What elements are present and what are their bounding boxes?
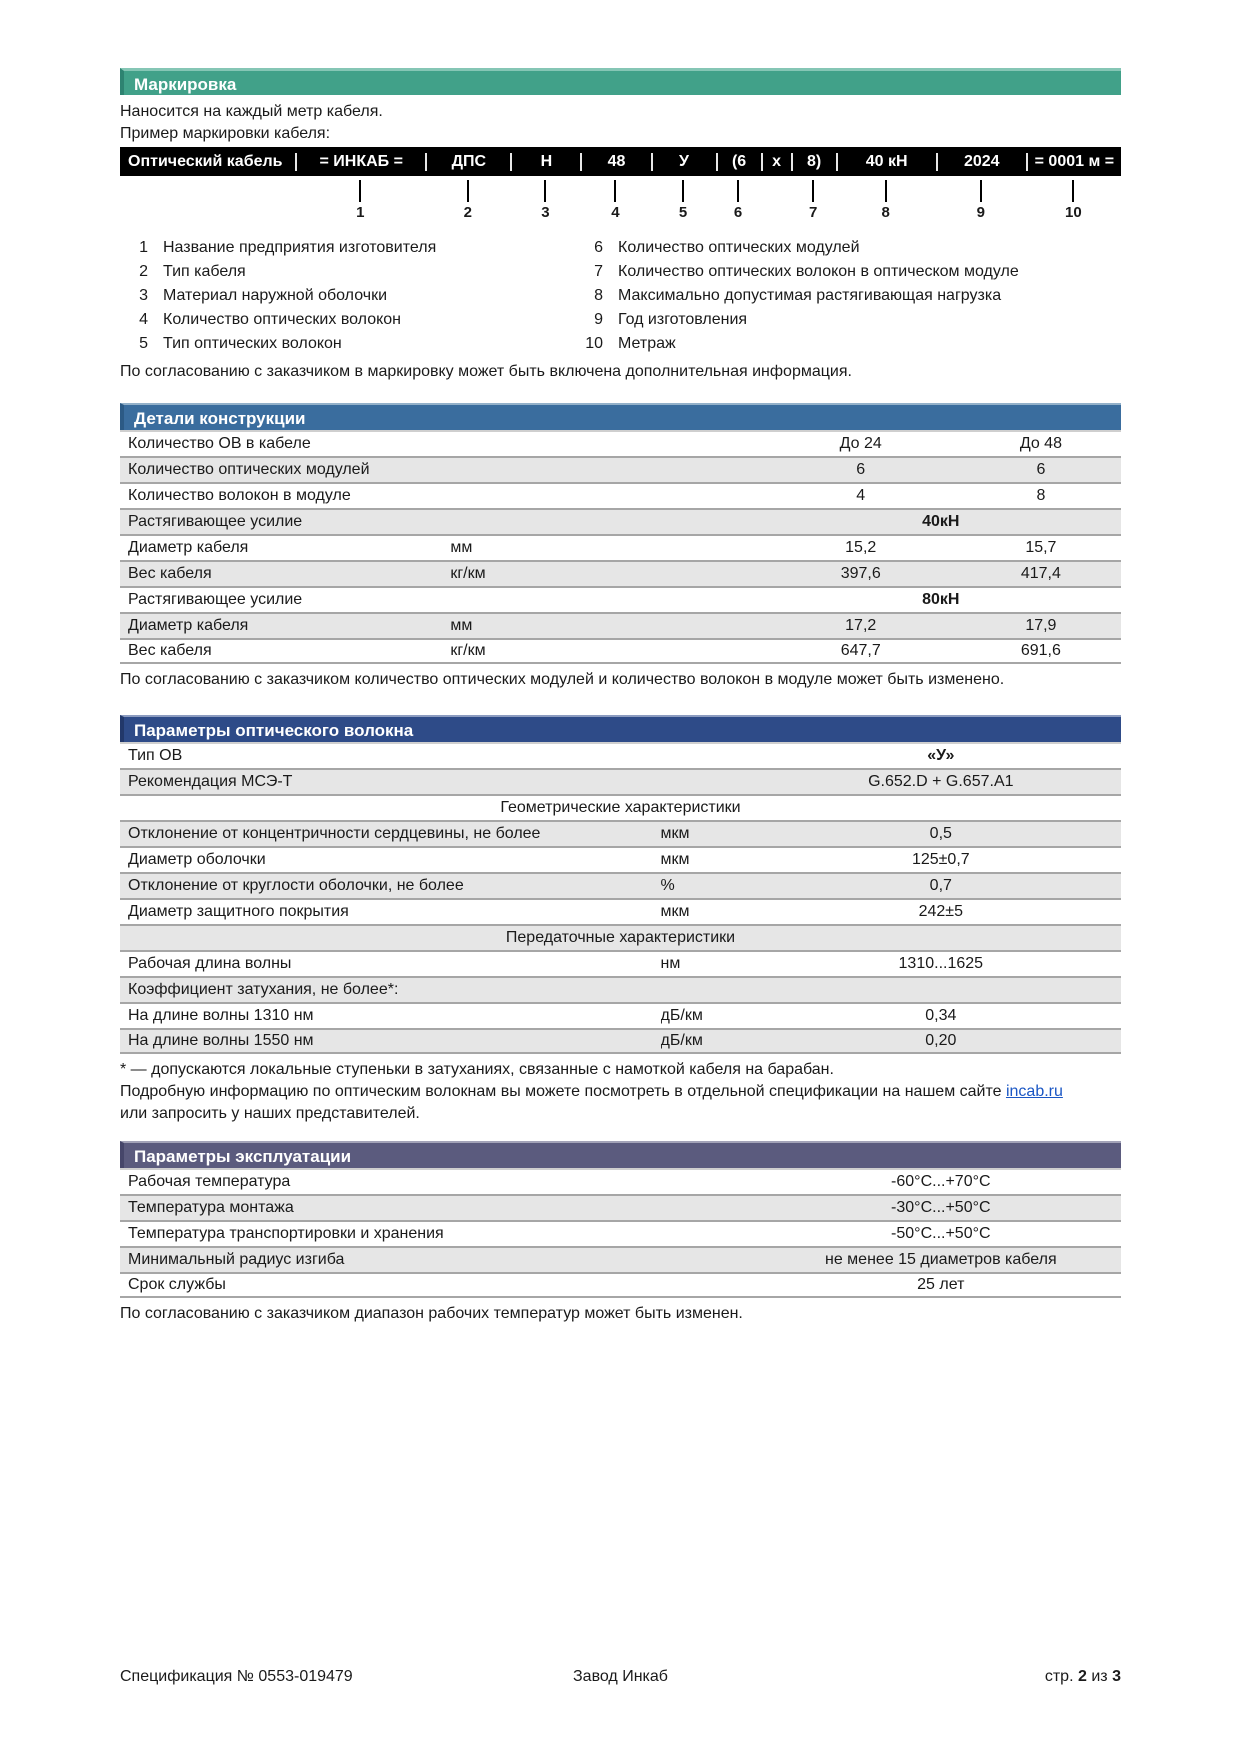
table-row bbox=[120, 1168, 1121, 1194]
tick-mark bbox=[614, 180, 616, 202]
legend-label: Количество оптических модулей bbox=[618, 239, 860, 256]
table-row bbox=[120, 1220, 1121, 1246]
operation-note: По согласованию с заказчиком диапазон рабочих температур может быть изменен. bbox=[120, 1305, 743, 1322]
marking-cell: У bbox=[651, 153, 716, 171]
sub-section-title: Геометрические характеристики bbox=[500, 799, 741, 816]
legend-item bbox=[120, 308, 575, 332]
fiber-table bbox=[120, 742, 1121, 1054]
marking-number: 7 bbox=[808, 204, 818, 221]
legend-item bbox=[120, 260, 575, 284]
row-label: Растягивающее усилие bbox=[128, 591, 303, 608]
row-label: Отклонение от круглости оболочки, не более bbox=[128, 877, 464, 894]
marking-cell: Оптический кабель bbox=[128, 152, 283, 170]
legend-item bbox=[120, 236, 575, 260]
row-value-2: 15,7 bbox=[1025, 539, 1057, 556]
legend-label: Название предприятия изготовителя bbox=[163, 239, 437, 256]
row-value: 0,34 bbox=[925, 1007, 957, 1024]
row-value: 0,5 bbox=[929, 825, 952, 842]
legend-label: Метраж bbox=[618, 335, 676, 352]
row-value-1: 17,2 bbox=[845, 617, 877, 634]
table-row bbox=[120, 898, 1121, 924]
row-value: 0,20 bbox=[925, 1032, 957, 1049]
marking-cell: ДПС bbox=[425, 153, 510, 171]
legend-label: Максимально допустимая растягивающая нагрузка bbox=[618, 287, 1002, 304]
legend-item bbox=[120, 332, 575, 356]
row-value-1: 15,2 bbox=[845, 539, 877, 556]
row-unit: нм bbox=[660, 955, 681, 972]
table-row bbox=[120, 456, 1121, 482]
marking-tick-cell bbox=[1026, 180, 1121, 202]
row-value-1: 4 bbox=[856, 487, 866, 504]
legend-number: 10 bbox=[585, 335, 603, 352]
marking-tick-cell bbox=[836, 180, 936, 202]
marking-number: 6 bbox=[733, 204, 743, 221]
table-row bbox=[120, 846, 1121, 872]
marking-number: 2 bbox=[463, 204, 472, 221]
marking-number: 9 bbox=[976, 204, 985, 221]
table-row bbox=[120, 612, 1121, 638]
section-header-fiber: Параметры оптического волокна bbox=[120, 715, 1121, 742]
table-row bbox=[120, 1272, 1121, 1298]
marking-tick-cell bbox=[651, 180, 716, 202]
tick-mark bbox=[359, 180, 361, 202]
marking-cell: 40 кН bbox=[836, 153, 936, 171]
marking-line2: Пример маркировки кабеля: bbox=[120, 125, 331, 142]
row-value-2: 8 bbox=[1036, 487, 1046, 504]
row-label: На длине волны 1310 нм bbox=[128, 1007, 314, 1024]
row-value-1: 6 bbox=[856, 461, 866, 478]
row-label: Растягивающее усилие bbox=[128, 513, 303, 530]
row-label: Количество оптических модулей bbox=[128, 461, 370, 478]
footer-page-number: 2 bbox=[1077, 1668, 1087, 1685]
tick-mark bbox=[812, 180, 814, 202]
row-label: Рекомендация МСЭ-Т bbox=[128, 773, 293, 790]
legend-label: Тип оптических волокон bbox=[163, 335, 342, 352]
table-row bbox=[120, 586, 1121, 612]
row-label: На длине волны 1550 нм bbox=[128, 1032, 314, 1049]
marking-legend bbox=[120, 236, 1121, 356]
marking-cell: Н bbox=[510, 153, 580, 171]
table-row bbox=[120, 430, 1121, 456]
row-label: Минимальный радиус изгиба bbox=[128, 1251, 345, 1268]
legend-number: 7 bbox=[594, 263, 603, 280]
row-unit: мкм bbox=[660, 851, 690, 868]
row-value: -50°С...+50°С bbox=[891, 1225, 991, 1242]
row-unit: мкм bbox=[660, 825, 690, 842]
row-value-1: До 24 bbox=[839, 435, 882, 452]
section-header-marking: Маркировка bbox=[120, 68, 1121, 95]
marking-number: 3 bbox=[541, 204, 550, 221]
row-unit: мм bbox=[450, 617, 473, 634]
legend-number: 8 bbox=[594, 287, 603, 304]
row-value: 125±0,7 bbox=[911, 851, 970, 868]
table-row bbox=[120, 742, 1121, 768]
row-label: Тип ОВ bbox=[128, 747, 183, 764]
legend-number: 2 bbox=[139, 263, 148, 280]
legend-number: 1 bbox=[139, 239, 148, 256]
table-row bbox=[120, 482, 1121, 508]
marking-example-bar bbox=[120, 147, 1121, 176]
footer-factory-name: Завод Инкаб bbox=[573, 1668, 668, 1685]
tick-mark bbox=[1072, 180, 1074, 202]
row-value: -30°С...+50°С bbox=[891, 1199, 991, 1216]
table-row bbox=[120, 638, 1121, 664]
table-row bbox=[120, 924, 1121, 950]
marking-number bbox=[761, 204, 791, 224]
marking-tick-cell bbox=[580, 180, 650, 202]
section-header-construction: Детали конструкции bbox=[120, 403, 1121, 430]
marking-cell: 48 bbox=[580, 153, 650, 171]
marking-cell: х bbox=[761, 153, 791, 171]
marking-number: 5 bbox=[678, 204, 688, 221]
footer-spec-number: Спецификация № 0553-019479 bbox=[120, 1668, 353, 1685]
row-value: не менее 15 диаметров кабеля bbox=[825, 1251, 1057, 1268]
row-value-2: 417,4 bbox=[1020, 565, 1061, 582]
legend-item bbox=[575, 308, 1121, 332]
row-label: Срок службы bbox=[128, 1276, 226, 1293]
section-header-operation: Параметры эксплуатации bbox=[120, 1141, 1121, 1168]
tick-mark bbox=[544, 180, 546, 202]
legend-number: 6 bbox=[594, 239, 603, 256]
tick-mark bbox=[885, 180, 887, 202]
row-value: 242±5 bbox=[918, 903, 963, 920]
marking-number bbox=[120, 204, 295, 224]
marking-cell: 2024 bbox=[936, 153, 1026, 171]
marking-legend-right bbox=[575, 236, 1121, 356]
row-label: Отклонение от концентричности сердцевины, не более bbox=[128, 825, 541, 842]
row-value: 1310...1625 bbox=[898, 955, 984, 972]
legend-number: 3 bbox=[139, 287, 148, 304]
row-value: G.652.D + G.657.A1 bbox=[868, 773, 1014, 790]
marking-cell: = ИНКАБ = bbox=[295, 153, 425, 171]
row-span-value: 80кН bbox=[922, 591, 960, 608]
row-unit: мкм bbox=[660, 903, 690, 920]
row-value-2: 691,6 bbox=[1020, 642, 1061, 659]
row-value-1: 647,7 bbox=[840, 642, 881, 659]
marking-line1: Наносится на каждый метр кабеля. bbox=[120, 103, 383, 120]
legend-label: Тип кабеля bbox=[163, 263, 246, 280]
row-value: 0,7 bbox=[929, 877, 952, 894]
marking-tick-cell bbox=[716, 180, 761, 202]
marking-number: 1 bbox=[356, 204, 365, 221]
table-row bbox=[120, 794, 1121, 820]
marking-cell: (6 bbox=[716, 153, 761, 171]
marking-number-row bbox=[120, 204, 1121, 224]
tick-mark bbox=[682, 180, 684, 202]
marking-legend-left bbox=[120, 236, 575, 356]
marking-tick-cell bbox=[425, 180, 510, 202]
table-row bbox=[120, 976, 1121, 1002]
legend-number: 5 bbox=[139, 335, 148, 352]
row-label: Рабочая температура bbox=[128, 1173, 291, 1190]
table-row bbox=[120, 1002, 1121, 1028]
row-unit: кг/км bbox=[450, 642, 486, 659]
marking-number: 4 bbox=[611, 204, 620, 221]
legend-item bbox=[575, 284, 1121, 308]
legend-number: 4 bbox=[139, 311, 148, 328]
marking-tick-cell bbox=[510, 180, 580, 202]
table-row bbox=[120, 950, 1121, 976]
row-label: Рабочая длина волны bbox=[128, 955, 292, 972]
marking-number: 8 bbox=[881, 204, 890, 221]
row-value-1: 397,6 bbox=[840, 565, 881, 582]
table-row bbox=[120, 768, 1121, 794]
fiber-info-line2: или запросить у наших представителей. bbox=[120, 1105, 420, 1122]
row-unit: дБ/км bbox=[660, 1032, 703, 1049]
row-label: Диаметр оболочки bbox=[128, 851, 266, 868]
legend-label: Количество оптических волокон в оптическом модуле bbox=[618, 263, 1019, 280]
fiber-info-line bbox=[120, 1081, 1121, 1103]
row-label: Диаметр защитного покрытия bbox=[128, 903, 349, 920]
footer-page-word: стр. bbox=[1044, 1668, 1074, 1685]
spacer bbox=[120, 691, 1121, 715]
construction-table bbox=[120, 430, 1121, 664]
row-span-value: 40кН bbox=[922, 513, 960, 530]
row-value-2: До 48 bbox=[1019, 435, 1062, 452]
marking-note: По согласованию с заказчиком в маркировку может быть включена дополнительная информация. bbox=[120, 363, 852, 380]
marking-cell: 8) bbox=[791, 153, 836, 171]
legend-label: Год изготовления bbox=[618, 311, 748, 328]
table-row bbox=[120, 820, 1121, 846]
table-row bbox=[120, 1028, 1121, 1054]
tick-mark bbox=[980, 180, 982, 202]
legend-item bbox=[575, 236, 1121, 260]
table-row bbox=[120, 1246, 1121, 1272]
incab-site-link[interactable]: incab.ru bbox=[1005, 1083, 1063, 1100]
tick-mark bbox=[467, 180, 469, 202]
row-value-2: 6 bbox=[1036, 461, 1046, 478]
row-unit: кг/км bbox=[450, 565, 486, 582]
row-value-2: 17,9 bbox=[1025, 617, 1057, 634]
table-row bbox=[120, 508, 1121, 534]
row-label: Диаметр кабеля bbox=[128, 617, 249, 634]
tick-mark bbox=[737, 180, 739, 202]
footer-of-word: из bbox=[1091, 1668, 1108, 1685]
marking-tick-cell bbox=[936, 180, 1026, 202]
fiber-footnote: * — допускаются локальные ступеньки в затуханиях, связанные с намоткой кабеля на барабан. bbox=[120, 1061, 834, 1078]
fiber-info-text: Подробную информацию по оптическим волокнам вы можете посмотреть в отдельной спецификации на нашем сайте bbox=[120, 1083, 1002, 1100]
marking-tick-cell bbox=[295, 180, 425, 202]
row-unit: дБ/км bbox=[660, 1007, 703, 1024]
row-unit: % bbox=[660, 877, 675, 894]
row-label: Диаметр кабеля bbox=[128, 539, 249, 556]
table-row bbox=[120, 1194, 1121, 1220]
marking-cell: = 0001 м = bbox=[1026, 153, 1121, 171]
footer-total-pages: 3 bbox=[1112, 1668, 1121, 1685]
row-label: Температура монтажа bbox=[128, 1199, 294, 1216]
table-row bbox=[120, 872, 1121, 898]
legend-item bbox=[575, 332, 1121, 356]
page-content bbox=[120, 68, 1121, 1325]
row-unit: мм bbox=[450, 539, 473, 556]
sub-section-title: Передаточные характеристики bbox=[505, 929, 736, 946]
legend-number: 9 bbox=[594, 311, 603, 328]
row-value: -60°С...+70°С bbox=[891, 1173, 991, 1190]
marking-number: 10 bbox=[1065, 204, 1082, 221]
row-value: «У» bbox=[927, 747, 955, 764]
legend-label: Количество оптических волокон bbox=[163, 311, 402, 328]
table-row bbox=[120, 560, 1121, 586]
table-row bbox=[120, 534, 1121, 560]
row-label: Вес кабеля bbox=[128, 642, 212, 659]
page-footer bbox=[120, 1668, 1121, 1686]
legend-label: Материал наружной оболочки bbox=[163, 287, 388, 304]
spacer bbox=[120, 1125, 1121, 1141]
footer-page-indicator bbox=[721, 1668, 1121, 1686]
operation-table bbox=[120, 1168, 1121, 1298]
legend-item bbox=[575, 260, 1121, 284]
spacer bbox=[120, 383, 1121, 403]
row-value: 25 лет bbox=[917, 1276, 965, 1293]
row-label: Количество волокон в модуле bbox=[128, 487, 351, 504]
row-label: Количество ОВ в кабеле bbox=[128, 435, 311, 452]
marking-tick-cell bbox=[791, 180, 836, 202]
marking-tick-row bbox=[120, 178, 1121, 204]
row-label: Вес кабеля bbox=[128, 565, 212, 582]
legend-item bbox=[120, 284, 575, 308]
row-label: Коэффициент затухания, не более*: bbox=[128, 981, 399, 998]
row-label: Температура транспортировки и хранения bbox=[128, 1225, 444, 1242]
construction-note: По согласованию с заказчиком количество оптических модулей и количество волокон в модуле может быть изменено. bbox=[120, 671, 1005, 688]
